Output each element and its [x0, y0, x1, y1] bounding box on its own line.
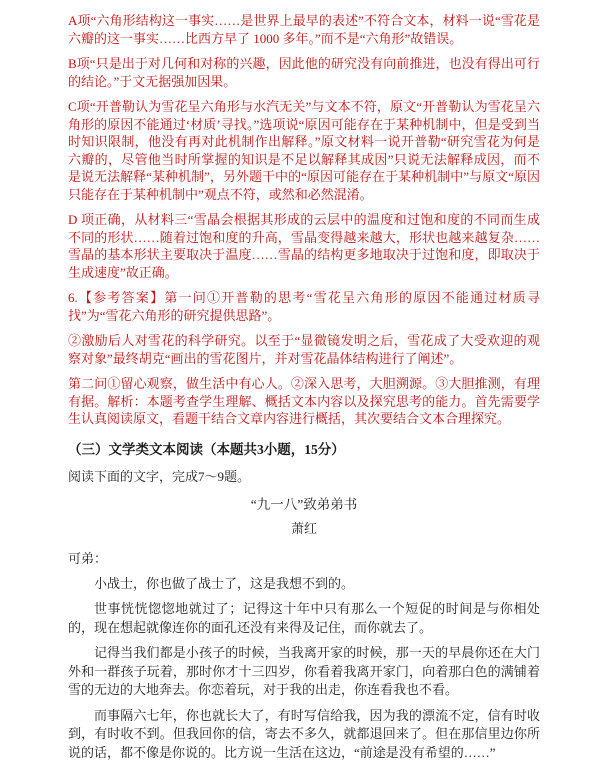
- answer-paragraph-q6: 6.【参考答案】第一问①开普勒的思考“雪花呈六角形的原因不能通过材质寻找”为“雪花六角形的研究提供思路”。: [68, 290, 540, 323]
- answer-paragraph-q6-2: ②激励后人对雪花的科学研究。以至于“显微镜发明之后，雪花成了大受欢迎的观察对象”最终胡克“画出的雪花图片，并对雪花晶体结构进行了阐述”。: [68, 333, 540, 366]
- reading-instruction: 阅读下面的文字，完成7～9题。: [68, 468, 251, 484]
- answer-paragraph-q6-3: 第二问①留心观察，做生活中有心人。②深入思考，大胆溯源。③大胆推测，有理有据。解析：本题考查学生理解、概括文本内容以及探究思考的能力。首先需要学生认真阅读原文，看题干结合文章内容进行概括，其次要结合文本合理探究。: [68, 376, 540, 426]
- letter-paragraph-1: 小战士，你也做了战士了，这是我想不到的。: [94, 575, 355, 591]
- answer-key-section: [68, 12, 540, 428]
- section-heading: （三）文学类文本阅读（本题共3小题，15分）: [68, 441, 345, 457]
- letter-salutation: 可弟：: [68, 550, 108, 566]
- answer-paragraph-b: B项“只是出于对几何和对称的兴趣，因此他的研究没有向前推进，也没有得出可行的结论。”于文无据强加因果。: [68, 56, 540, 89]
- letter-paragraph-3: 记得当我们都是小孩子的时候，当我离开家的时候，那一天的早晨你还在大门外和一群孩子玩着，那时你才十三四岁，你看着我离开家门，向着那白色的满铺着雪的无边的大地奔去。你恋着玩，对于我的出走，你连看我也不看。: [68, 645, 540, 697]
- answer-paragraph-a: A项“六角形结构这一事实……是世界上最早的表述”不符合文本，材料一说“雪花是六瓣的这一事实……比西方早了 1000 多年。”而不是“六角形”故错误。: [68, 13, 540, 46]
- letter-paragraph-4: 而事隔六七年，你也就长大了，有时写信给我，因为我的漂流不定，信有时收到，有时收不到。但我回你的信，寄去不多久，就都退回来了。但在那信里边你所说的话，都不像是你说的。比方说一生活在这边，“前途是没有希望的……”: [68, 707, 540, 760]
- answer-paragraph-c: C项“开普勒认为雪花呈六角形与水汽无关”与文本不符，原文“开普勒认为雪花呈六角形的原因不能通过‘材质’寻找。”选项说“原因可能存在于某种机制中，但是受到当时知识限制，他没有再对此机制作出解释。”原文材料一说开普勒“研究雪花为何是六瓣的，尽管他当时所掌握的知识是不足以解释其成因”只说无法解释成因，而不是说无法解释“某种机制”，另外题干中的“原因可能存在于某种机制中”与原文“原因只能存在于某种机制中”观点不符，或然和必然混淆。: [68, 99, 540, 202]
- answer-paragraph-d: D 项正确，从材料三“雪晶会根据其形成的云层中的温度和过饱和度的不同而生成不同的形状……随着过饱和度的升高，雪晶变得越来越大，形状也越来越复杂……雪晶的基本形状主要取决于温度……雪晶的结构更多地取决于过饱和度，即取决于生成速度”故正确。: [68, 212, 540, 280]
- letter-author: 萧红: [290, 520, 317, 536]
- reading-section: [68, 441, 540, 763]
- letter-title: “九一八”致弟弟书: [250, 496, 358, 512]
- letter-paragraph-2: 世事恍恍惚惚地就过了；记得这十年中只有那么一个短促的时间是与你相处的，现在想起就像连你的面孔还没有来得及记住，而你就去了。: [68, 601, 540, 635]
